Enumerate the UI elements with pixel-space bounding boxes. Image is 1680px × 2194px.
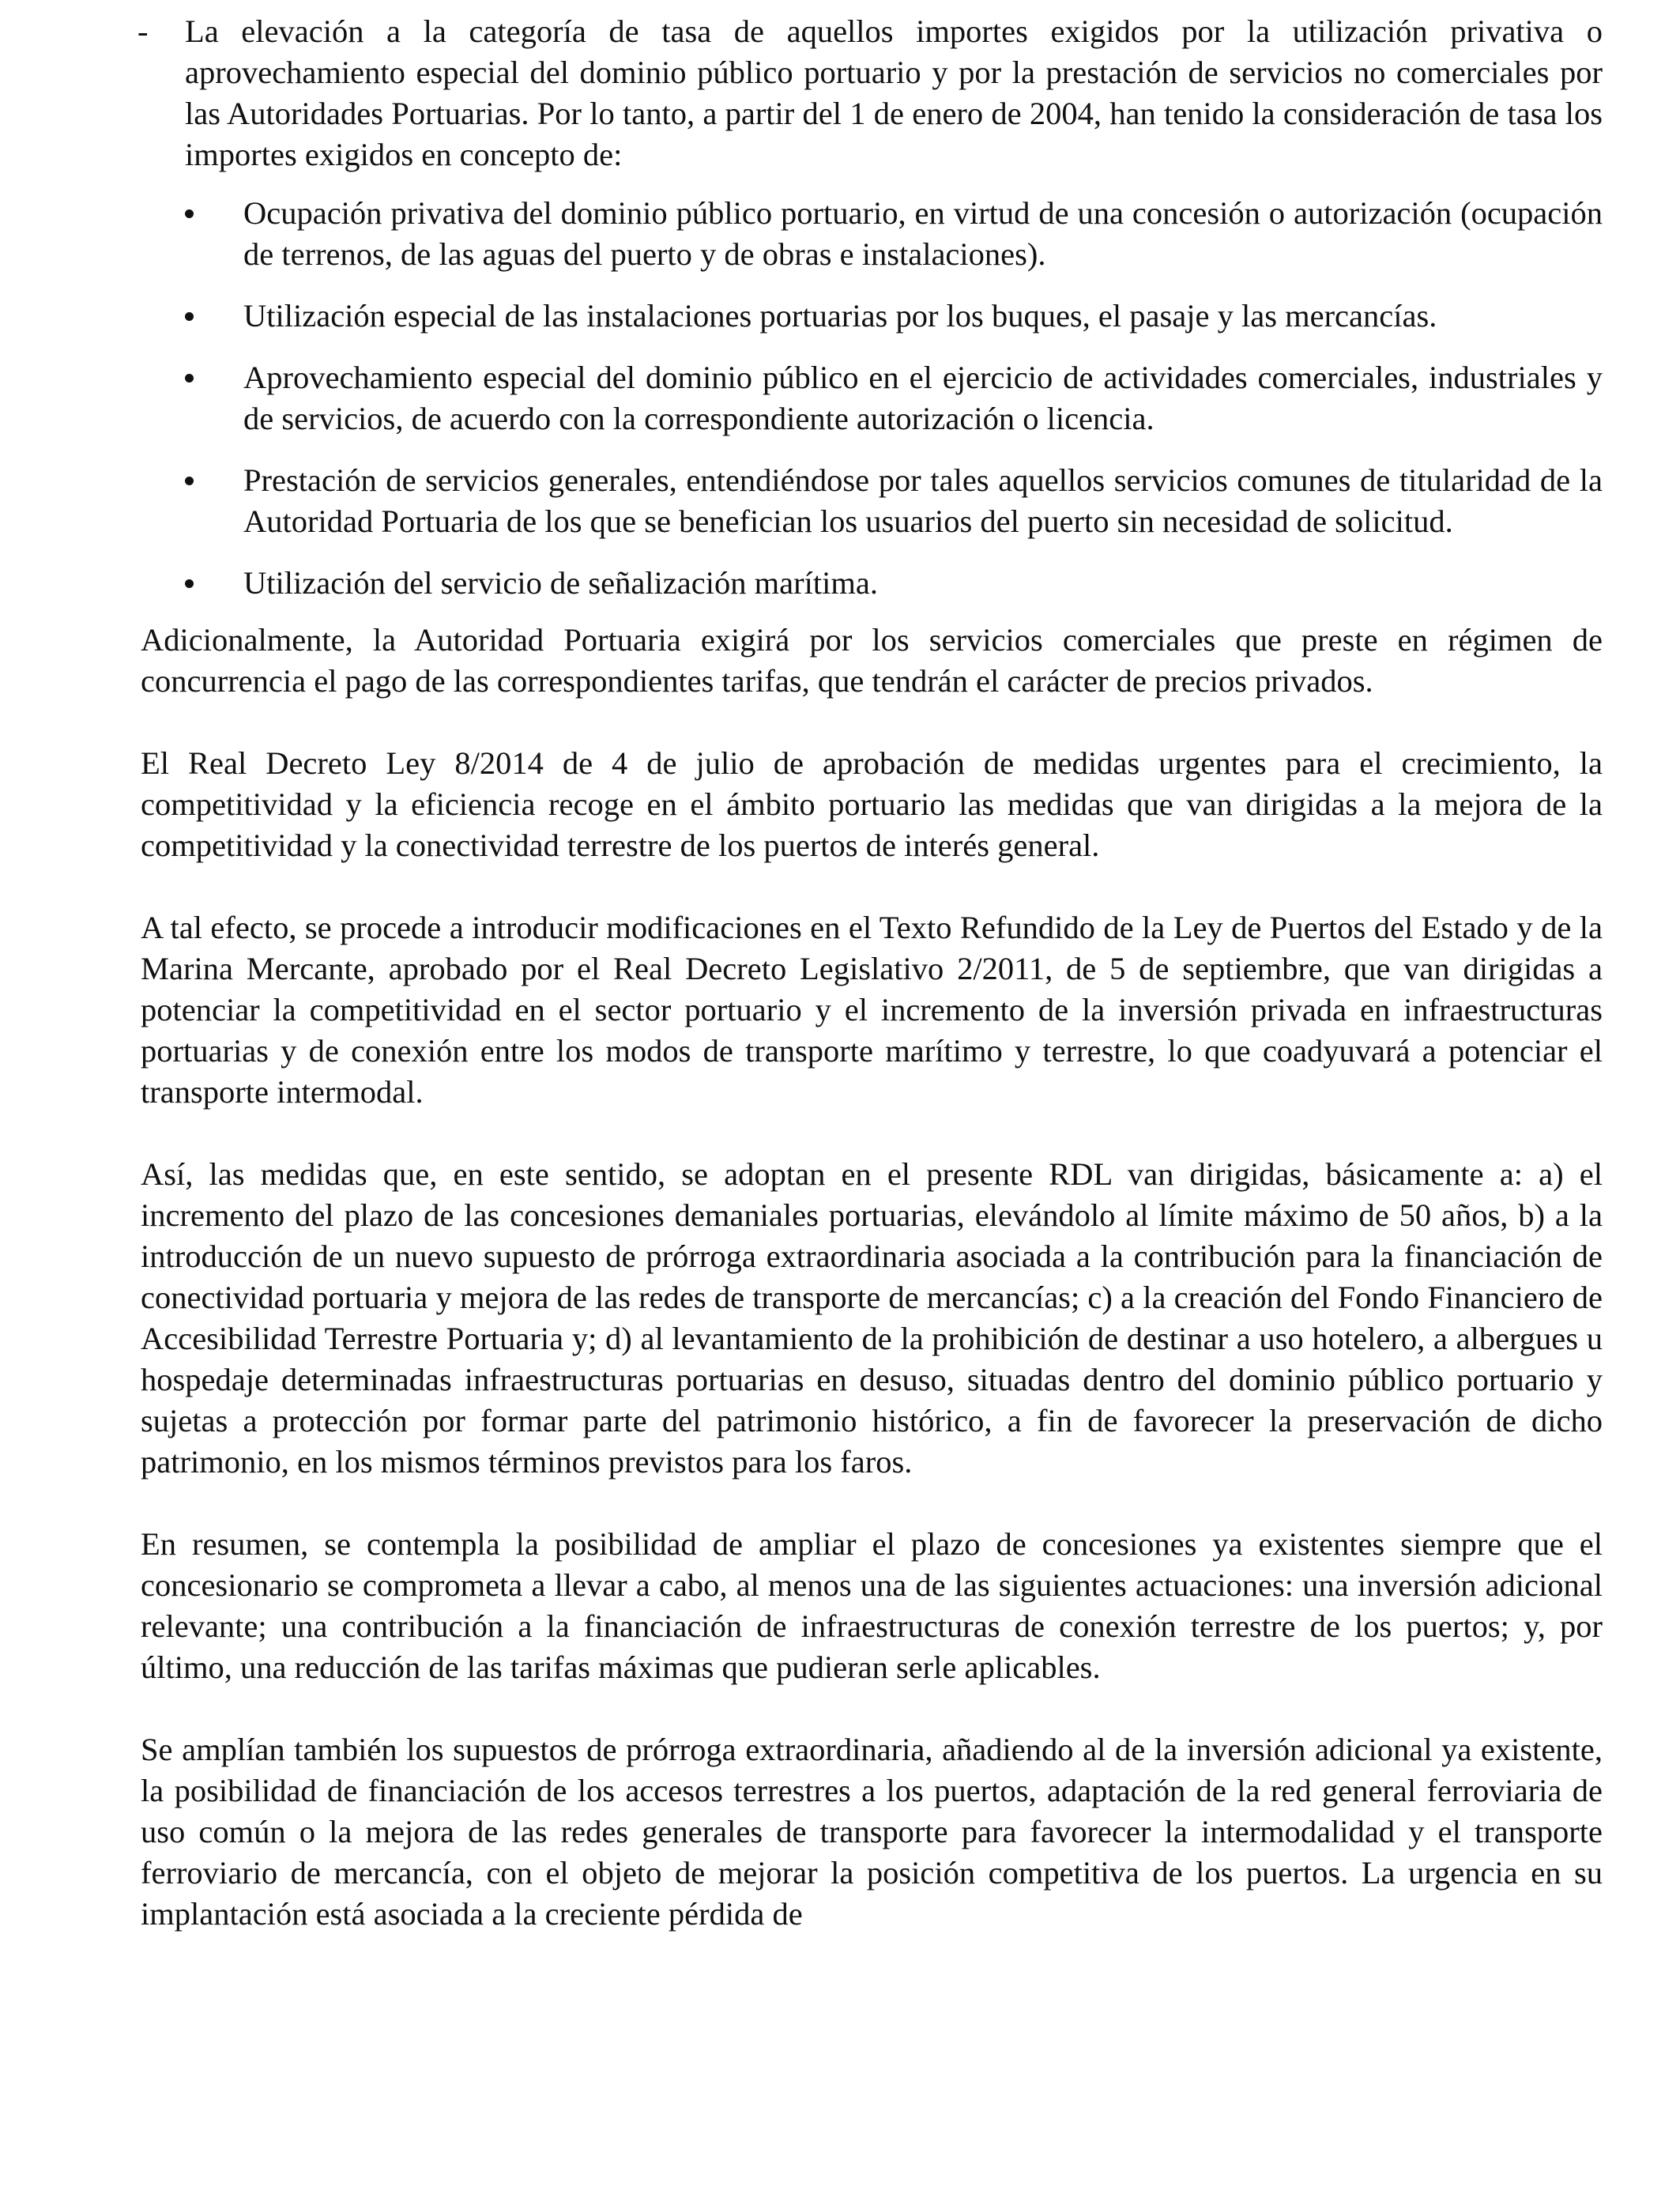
paragraph-tariffs: Adicionalmente, la Autoridad Portuaria exigirá por los servicios comerciales que preste en régimen de concurrencia el pago de las correspondientes tarifas, que tendrán el carácter de precios privados.	[141, 622, 1603, 699]
list-item-text: Ocupación privativa del dominio público portuario, en virtud de una concesión o autorización (ocupación de terrenos, de las aguas del puerto y de obras e instalaciones).	[243, 195, 1603, 272]
fee-concepts-list	[141, 193, 1603, 604]
list-item	[141, 460, 1603, 542]
bullet-icon	[185, 477, 194, 485]
bullet-icon	[185, 579, 194, 588]
paragraph-rdl-8-2014: El Real Decreto Ley 8/2014 de 4 de julio de aprobación de medidas urgentes para el crecimiento, la competitividad y la eficiencia recoge en el ámbito portuario las medidas que van dirigidas a la mejora de la competitividad y la conectividad terrestre de los puertos de interés general.	[141, 745, 1603, 863]
list-item	[141, 357, 1603, 439]
intro-dash-item	[137, 11, 1603, 175]
dash-marker: -	[137, 13, 149, 49]
list-item	[141, 296, 1603, 337]
list-item	[141, 193, 1603, 275]
paragraph-measures: Así, las medidas que, en este sentido, se adoptan en el presente RDL van dirigidas, básicamente a: a) el incremento del plazo de las concesiones demaniales portuarias, elevándolo al límite máximo de 50 años, b) a la introducción de un nuevo supuesto de prórroga extraordinaria asociada a la contribución para la financiación de conectividad portuaria y mejora de las redes de transporte de mercancías; c) a la creación del Fondo Financiero de Accesibilidad Terrestre Portuaria y; d) al levantamiento de la prohibición de destinar a uso hotelero, a albergues u hospedaje determinadas infraestructuras portuarias en desuso, situadas dentro del dominio público portuario y sujetas a protección por formar parte del patrimonio histórico, a fin de favorecer la preservación de dicho patrimonio, en los mismos términos previstos para los faros.	[141, 1156, 1603, 1480]
bullet-icon	[185, 312, 194, 321]
list-item-text: Utilización del servicio de señalización marítima.	[243, 565, 878, 601]
list-item-text: Aprovechamiento especial del dominio público en el ejercicio de actividades comerciales, industriales y de servicios, de acuerdo con la correspondiente autorización o licencia.	[243, 360, 1603, 436]
list-item	[141, 563, 1603, 604]
bullet-icon	[185, 209, 194, 218]
intro-dash-text: La elevación a la categoría de tasa de aquellos importes exigidos por la utilización privativa o aprovechamiento especial del dominio público portuario y por la prestación de servicios no comerciales por las Autoridades Portuarias. Por lo tanto, a partir del 1 de enero de 2004, han tenido la consideración de tasa los importes exigidos en concepto de:	[185, 13, 1603, 172]
paragraph-extension: Se amplían también los supuestos de prórroga extraordinaria, añadiendo al de la inversión adicional ya existente, la posibilidad de financiación de los accesos terrestres a los puertos, adaptación de la red general ferroviaria de uso común o la mejora de las redes generales de transporte para favorecer la intermodalidad y el transporte ferroviario de mercancía, con el objeto de mejorar la posición competitiva de los puertos. La urgencia en su implantación está asociada a la creciente pérdida de	[141, 1732, 1603, 1932]
list-item-text: Prestación de servicios generales, entendiéndose por tales aquellos servicios comunes de titularidad de la Autoridad Portuaria de los que se benefician los usuarios del puerto sin necesidad de solicitud.	[243, 462, 1603, 539]
paragraph-modifications: A tal efecto, se procede a introducir modificaciones en el Texto Refundido de la Ley de Puertos del Estado y de la Marina Mercante, aprobado por el Real Decreto Legislativo 2/2011, de 5 de septiembre, que van dirigidas a potenciar la competitividad en el sector portuario y el incremento de la inversión privada en infraestructuras portuarias y de conexión entre los modos de transporte marítimo y terrestre, lo que coadyuvará a potenciar el transporte intermodal.	[141, 910, 1603, 1110]
paragraph-summary: En resumen, se contempla la posibilidad de ampliar el plazo de concesiones ya existentes siempre que el concesionario se comprometa a llevar a cabo, al menos una de las siguientes actuaciones: una inversión adicional relevante; una contribución a la financiación de infraestructuras de conexión terrestre de los puertos; y, por último, una reducción de las tarifas máximas que pudieran serle aplicables.	[141, 1526, 1603, 1685]
list-item-text: Utilización especial de las instalaciones portuarias por los buques, el pasaje y las mercancías.	[243, 298, 1437, 334]
bullet-icon	[185, 374, 194, 383]
